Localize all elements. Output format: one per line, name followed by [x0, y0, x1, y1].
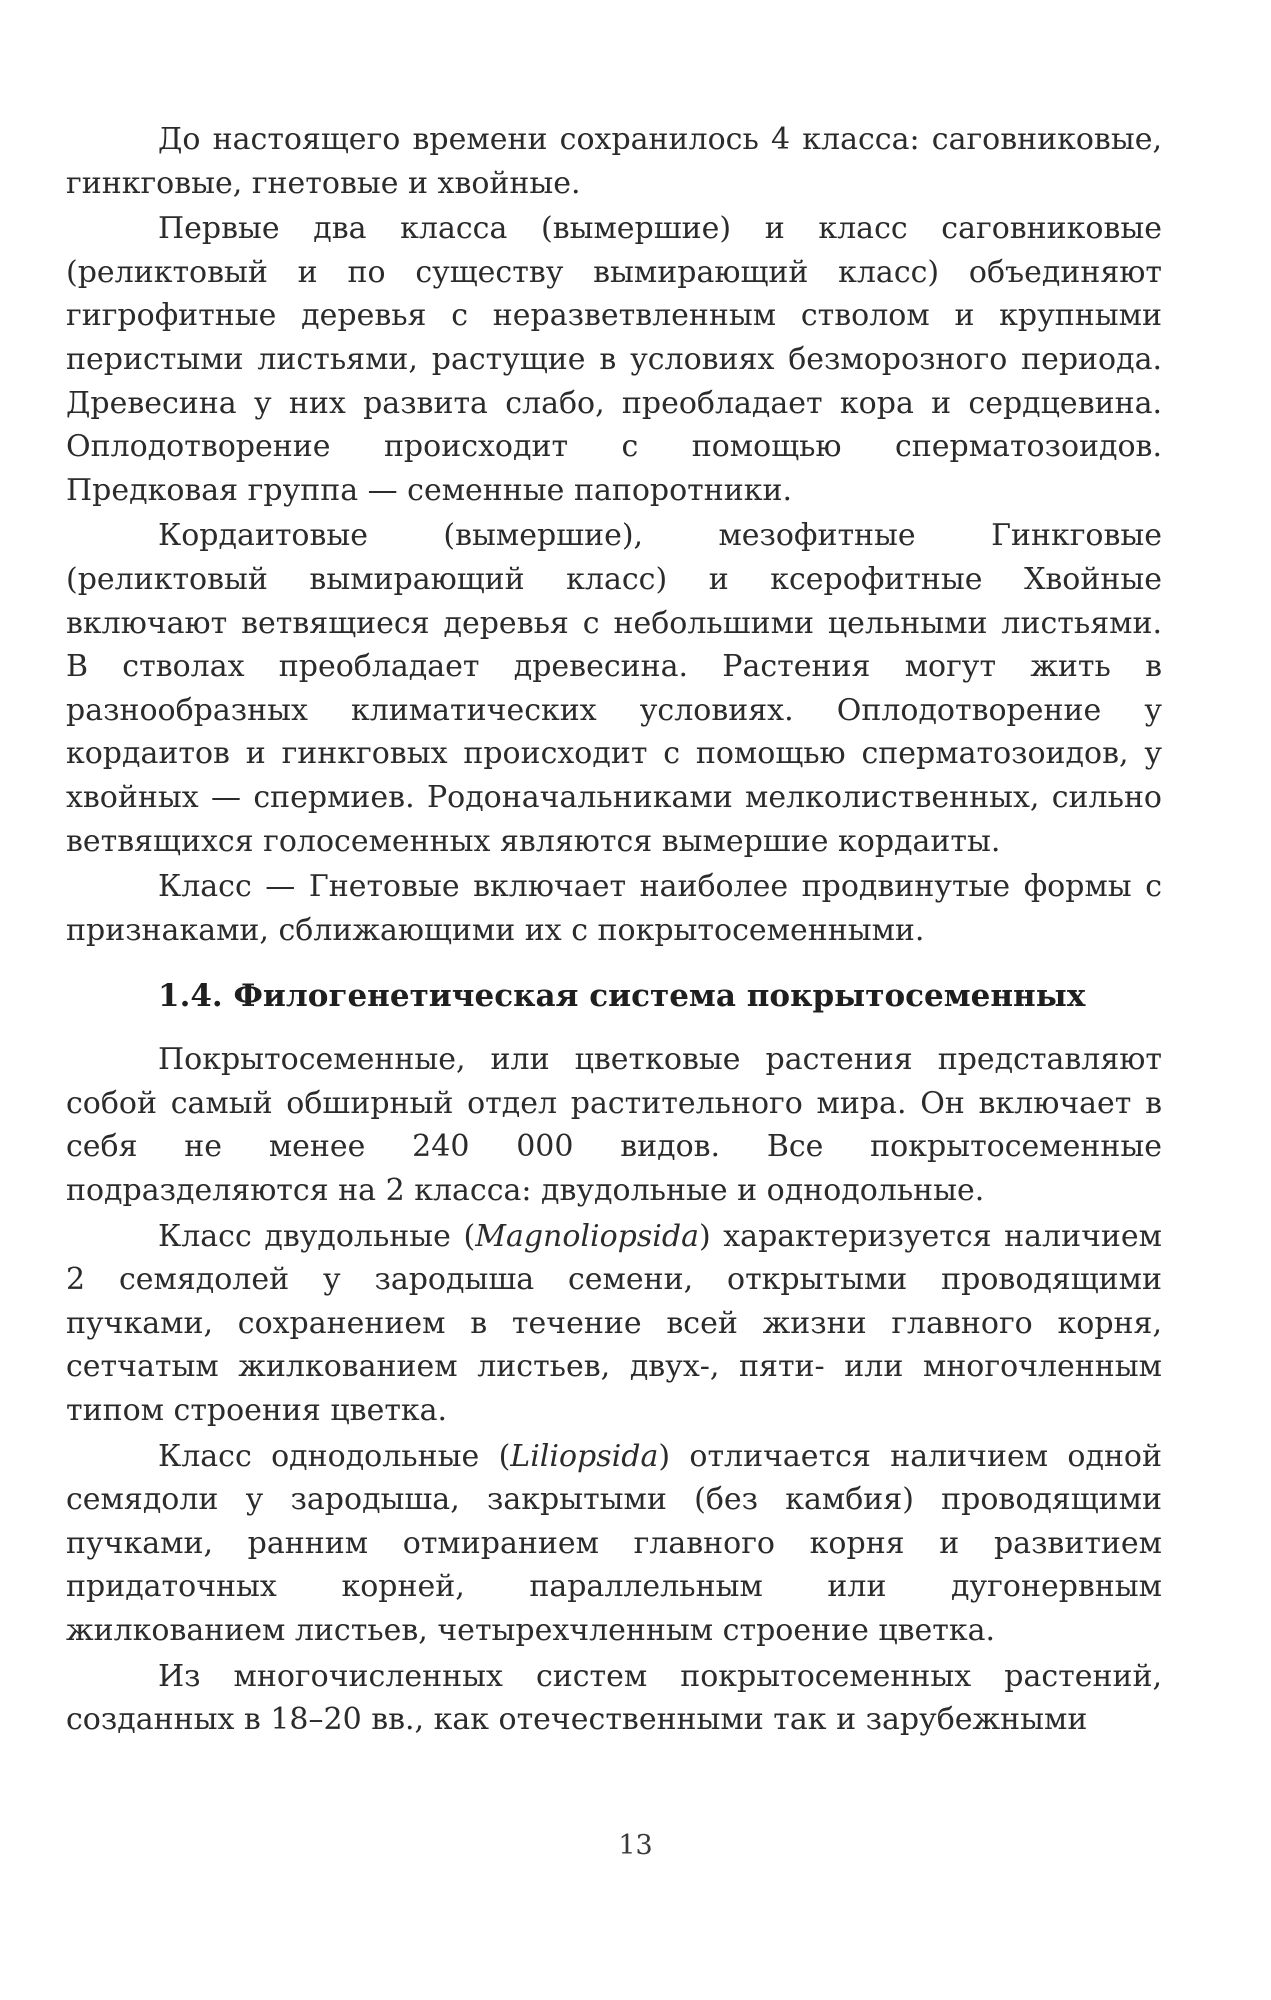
paragraph-dicots — [66, 1215, 1162, 1433]
paragraph-extinct-classes: Первые два класса (вымершие) и класс саговниковые (реликтовый и по существу вымирающий класс) объединяют гигрофитные деревья с неразветвленным стволом и крупными перистыми листьями, растущие в условиях безморозного периода. Древесина у них развита слабо, преобладает кора и сердцевина. Оплодотворение происходит с помощью сперматозоидов. Предковая группа — семенные папоротники. — [66, 211, 1162, 508]
section-heading: 1.4. Филогенетическая система покрытосеменных — [158, 978, 1086, 1015]
page-number: 13 — [618, 1830, 653, 1861]
paragraph-gnetales: Класс — Гнетовые включает наиболее продвинутые формы с признаками, сближающими их с покрытосеменными. — [66, 869, 1162, 948]
monocot-prefix: Класс однодольные ( — [158, 1438, 511, 1474]
paragraph-monocots — [66, 1435, 1162, 1653]
page-body — [66, 118, 1162, 1744]
paragraph-surviving-classes: До настоящего времени сохранилось 4 класса: саговниковые, гинкговые, гнетовые и хвойные. — [66, 122, 1162, 201]
paragraph-angiosperms: Покрытосеменные, или цветковые растения представляют собой самый обширный отдел растительного мира. Он включает в себя не менее 240 000 видов. Все покрытосеменные подразделяются на 2 класса: двудольные и однодольные. — [66, 1042, 1162, 1209]
monocot-latin-name: Liliopsida — [510, 1438, 659, 1474]
monocot-suffix: ) отличается наличием одной семядоли у зародыша, закрытыми (без камбия) проводящими пучками, ранним отмиранием главного корня и развитием придаточных корней, параллельным или дугонервным жилкованием листьев, четырехчленным строение цветка. — [66, 1438, 1162, 1648]
paragraph-systems: Из многочисленных систем покрытосеменных растений, созданных в 18–20 вв., как отечественными так и зарубежными — [66, 1658, 1162, 1738]
dicot-suffix: ) характеризуется наличием 2 семядолей у зародыша семени, открытыми проводящими пучками, сохранением в течение всей жизни главного корня, сетчатым жилкованием листьев, двух-, пяти- или многочленным типом строения цветка. — [66, 1218, 1162, 1429]
dicot-latin-name: Magnoliopsida — [475, 1218, 699, 1254]
dicot-prefix: Класс двудольные ( — [158, 1218, 476, 1254]
paragraph-cordaites: Кордаитовые (вымершие), мезофитные Гинкговые (реликтовый вымирающий класс) и ксерофитные Хвойные включают ветвящиеся деревья с небольшими цельными листьями. В стволах преобладает древесина. Растения могут жить в разнообразных климатических условиях. Оплодотворение у кордаитов и гинкговых происходит с помощью сперматозоидов, у хвойных — спермиев. Родоначальниками мелколиственных, сильно ветвящихся голосеменных являются вымершие кордаиты. — [66, 518, 1162, 859]
